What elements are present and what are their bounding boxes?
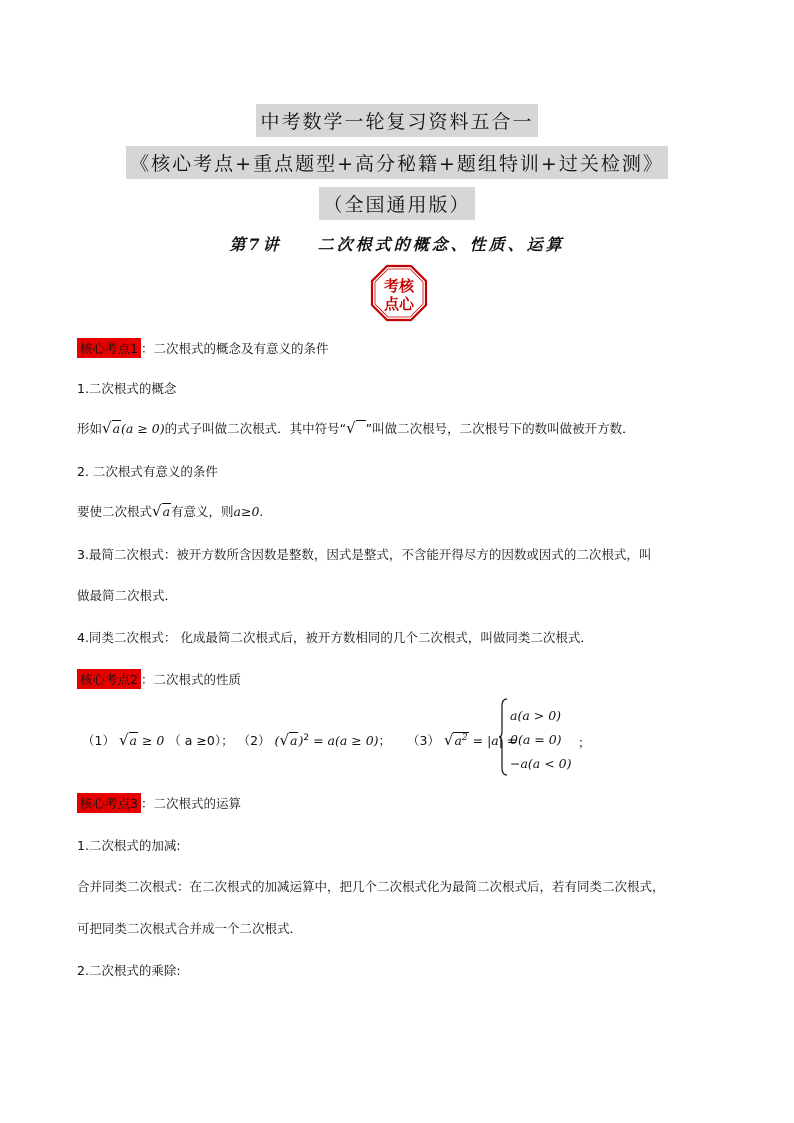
s1-paragraph-3a: 3.最简二次根式：被开方数所含因数是整数，因式是整式，不含能开得尽方的因数或因式的二次根式，叫 — [77, 547, 652, 562]
section-1-title: 二次根式的概念及有意义的条件 — [153, 341, 329, 356]
section-1-heading: 核心考点1 ：二次根式的概念及有意义的条件 — [77, 338, 328, 358]
seal-text-top: 考核 — [383, 277, 415, 295]
s3-heading-1: 1.二次根式的加减: — [77, 838, 181, 853]
s1-paragraph-4: 4.同类二次根式： 化成最简二次根式后，被开方数相同的几个二次根式，叫做同类二次根式． — [77, 630, 593, 645]
title-line-3-wrap — [0, 187, 794, 220]
s3-heading-2: 2.二次根式的乘除: — [77, 963, 181, 978]
case-negative: −a(a < 0) — [510, 756, 572, 771]
s1-heading-1: 1.二次根式的概念 — [77, 381, 177, 396]
lecture-title: 二次根式的概念、性质、运算 — [317, 235, 565, 254]
lecture-heading — [0, 232, 794, 255]
s2-formula-line: （1） √a ≥ 0 （ a ≥0）； （2） $(√a)^2 = a(a \ge 0)$； （3） $√a^2 = |a|$ = — [82, 731, 518, 749]
doc-title-line-1: 中考数学一轮复习资料五合一 — [256, 104, 537, 137]
seal-text-bottom: 点心 — [383, 295, 415, 313]
s1-paragraph-1: 形如√a(a ≥ 0)的式子叫做二次根式．其中符号“√ ”叫做二次根号，二次根号下的数叫做被开方数． — [77, 419, 635, 437]
section-1-tag: 核心考点1 — [77, 338, 141, 358]
lecture-number: 第7讲 — [229, 235, 282, 254]
cases-brace-icon — [498, 698, 508, 776]
s3-paragraph-1a: 合并同类二次根式：在二次根式的加减运算中，把几个二次根式化为最简二次根式后，若有同类二次根式， — [77, 879, 665, 894]
s1-p1-condition: (a ≥ 0) — [121, 421, 165, 436]
s1-heading-2: 2. 二次根式有意义的条件 — [77, 464, 218, 479]
case-zero: 0(a = 0) — [510, 732, 562, 747]
doc-title-line-2: 《核心考点+重点题型+高分秘籍+题组特训+过关检测》 — [126, 146, 668, 179]
section-3-tag: 核心考点3 — [77, 793, 141, 813]
title-line-2-wrap — [0, 146, 794, 179]
section-2-tag: 核心考点2 — [77, 669, 141, 689]
s1-paragraph-3b: 做最简二次根式． — [77, 588, 178, 603]
section-2-heading: 核心考点2 ：二次根式的性质 — [77, 669, 241, 689]
s1-paragraph-2: 要使二次根式√a有意义，则a≥0. — [77, 502, 264, 520]
section-3-title: 二次根式的运算 — [153, 796, 241, 811]
title-line-1-wrap — [0, 104, 794, 137]
section-3-heading: 核心考点3 ：二次根式的运算 — [77, 793, 241, 813]
s2-formula-end: ； — [578, 735, 591, 750]
s3-paragraph-1b: 可把同类二次根式合并成一个二次根式． — [77, 921, 303, 936]
case-positive: a(a > 0) — [510, 708, 562, 723]
core-points-seal-icon — [370, 264, 428, 322]
section-2-title: 二次根式的性质 — [153, 672, 241, 687]
cases-list — [510, 704, 572, 776]
doc-title-line-3: （全国通用版） — [319, 187, 474, 220]
